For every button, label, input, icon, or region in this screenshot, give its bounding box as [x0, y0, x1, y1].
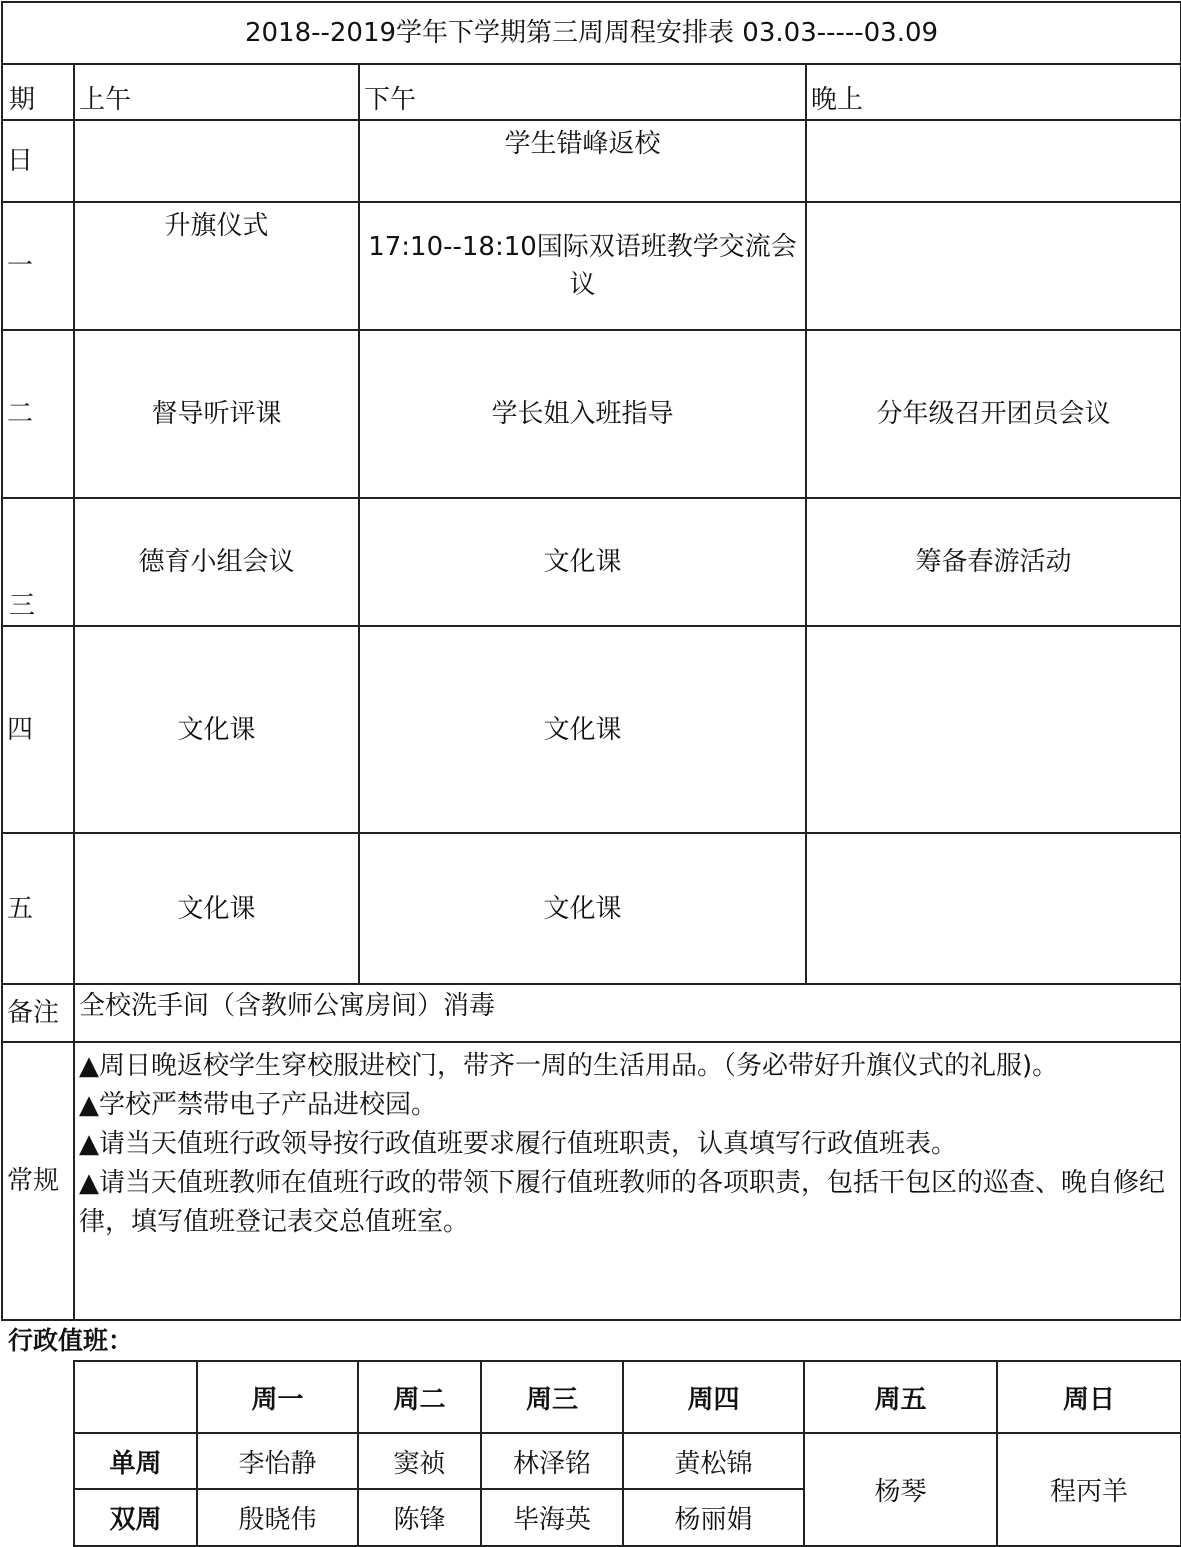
duty-header-row	[74, 1361, 1181, 1433]
morning-cell: 升旗仪式	[74, 202, 359, 330]
day-label: 二	[2, 330, 74, 498]
weekly-schedule-table	[1, 1, 1181, 1321]
day-label: 一	[2, 202, 74, 330]
day-column-header: 期	[2, 64, 74, 120]
morning-cell	[74, 120, 359, 202]
duty-header-wed: 周三	[481, 1361, 623, 1433]
day-row-thursday	[2, 626, 1181, 833]
duty-corner-cell	[74, 1361, 197, 1433]
day-row-friday	[2, 833, 1181, 984]
day-row-monday	[2, 202, 1181, 330]
single-week-label: 单周	[74, 1433, 197, 1489]
duty-name-sunday: 程丙羊	[997, 1433, 1181, 1546]
duty-header-mon: 周一	[197, 1361, 358, 1433]
morning-cell: 文化课	[74, 626, 359, 833]
double-week-label: 双周	[74, 1489, 197, 1546]
morning-cell: 督导听评课	[74, 330, 359, 498]
afternoon-cell: 文化课	[359, 833, 806, 984]
duty-header-fri: 周五	[804, 1361, 997, 1433]
routine-item: ▲请当天值班教师在值班行政的带领下履行值班教师的各项职责，包括干包区的巡查、晚自修纪律，填写值班登记表交总值班室。	[79, 1168, 1165, 1237]
duty-header-thu: 周四	[623, 1361, 804, 1433]
duty-name-cell: 杨丽娟	[623, 1489, 804, 1546]
duty-name-cell: 毕海英	[481, 1489, 623, 1546]
title-row	[2, 2, 1181, 64]
remarks-text: 全校洗手间（含教师公寓房间）消毒	[74, 984, 1181, 1042]
afternoon-cell: 学生错峰返校	[359, 120, 806, 202]
day-row-tuesday	[2, 330, 1181, 498]
morning-column-header: 上午	[74, 64, 359, 120]
duty-name-cell: 窦祯	[358, 1433, 481, 1489]
duty-name-cell: 李怡静	[197, 1433, 358, 1489]
evening-cell	[806, 120, 1181, 202]
day-label: 日	[2, 120, 74, 202]
evening-cell: 分年级召开团员会议	[806, 330, 1181, 498]
routine-item: ▲学校严禁带电子产品进校园。	[79, 1090, 437, 1120]
routine-item: ▲请当天值班行政领导按行政值班要求履行值班职责，认真填写行政值班表。	[79, 1129, 957, 1159]
duty-header-tue: 周二	[358, 1361, 481, 1433]
day-label: 四	[2, 626, 74, 833]
morning-cell: 文化课	[74, 833, 359, 984]
evening-cell	[806, 833, 1181, 984]
afternoon-cell: 文化课	[359, 498, 806, 626]
routine-item: ▲周日晚返校学生穿校服进校门，带齐一周的生活用品。（务必带好升旗仪式的礼服)。	[79, 1051, 1059, 1081]
duty-name-cell: 殷晓伟	[197, 1489, 358, 1546]
duty-name-cell: 林泽铭	[481, 1433, 623, 1489]
remarks-row	[2, 984, 1181, 1042]
morning-cell: 德育小组会议	[74, 498, 359, 626]
duty-name-friday: 杨琴	[804, 1433, 997, 1546]
routine-row	[2, 1042, 1181, 1320]
evening-cell	[806, 202, 1181, 330]
schedule-title: 2018--2019学年下学期第三周周程安排表 03.03-----03.09	[2, 2, 1181, 64]
evening-cell: 筹备春游活动	[806, 498, 1181, 626]
duty-header-sun: 周日	[997, 1361, 1181, 1433]
routine-label: 常规	[2, 1042, 74, 1320]
evening-cell	[806, 626, 1181, 833]
day-row-wednesday	[2, 498, 1181, 626]
day-label: 五	[2, 833, 74, 984]
header-row	[2, 64, 1181, 120]
evening-column-header: 晚上	[806, 64, 1181, 120]
remarks-label: 备注	[2, 984, 74, 1042]
routine-notes	[74, 1042, 1181, 1320]
afternoon-cell: 17:10--18:10国际双语班教学交流会议	[359, 202, 806, 330]
afternoon-cell: 学长姐入班指导	[359, 330, 806, 498]
day-row-sunday	[2, 120, 1181, 202]
afternoon-column-header: 下午	[359, 64, 806, 120]
day-label: 三	[2, 498, 74, 626]
duty-single-week-row	[74, 1433, 1181, 1489]
afternoon-cell: 文化课	[359, 626, 806, 833]
duty-name-cell: 陈锋	[358, 1489, 481, 1546]
admin-duty-title: 行政值班：	[8, 1326, 134, 1355]
duty-name-cell: 黄松锦	[623, 1433, 804, 1489]
admin-duty-table	[73, 1360, 1181, 1547]
